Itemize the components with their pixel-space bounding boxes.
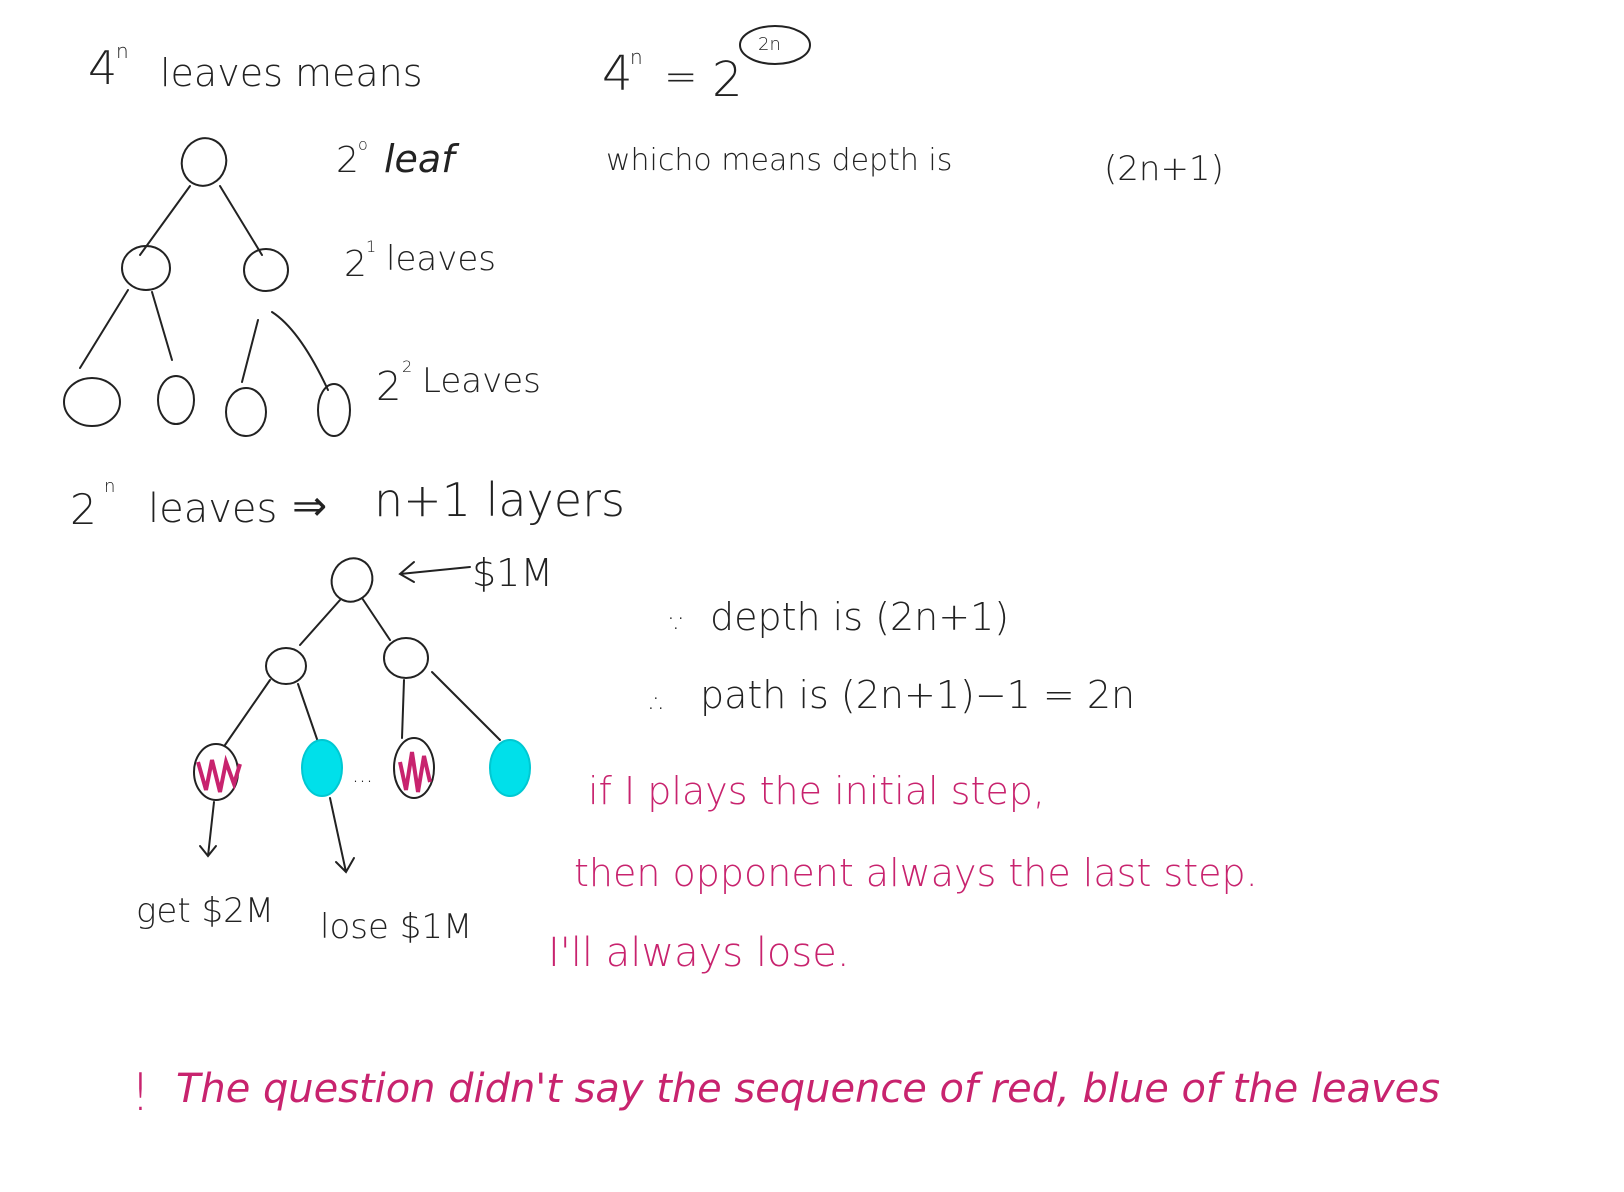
- conclusion: [548, 769, 1258, 976]
- footnote-mark: !: [130, 1063, 151, 1123]
- game-tree-labels: [136, 551, 553, 947]
- game-tree-edge: [300, 600, 340, 645]
- tree-edge: [242, 320, 258, 382]
- game-tree-edge: [432, 672, 500, 740]
- layers-statement: [70, 473, 625, 534]
- level2-word: Leaves: [422, 361, 541, 401]
- footnote-text: The question didn't say the sequence of red, blue of the leaves: [176, 1066, 1440, 1112]
- equation-equals: =: [664, 54, 698, 100]
- level1-exponent: 1: [366, 237, 377, 256]
- level2-exponent: 2: [402, 357, 413, 376]
- level2-base: 2: [376, 364, 402, 410]
- tree-leaf: [158, 376, 194, 424]
- because-symbol: ∵: [670, 609, 687, 639]
- heading-base: 4: [88, 41, 118, 95]
- equation-exponent: n: [630, 45, 643, 69]
- game-tree-node: [384, 638, 428, 678]
- layers-arrow: ⇒: [292, 481, 328, 530]
- game-tree-root: [325, 552, 380, 609]
- conclusion-line-3: I'll always lose.: [548, 930, 850, 976]
- game-tree-edge: [402, 680, 404, 738]
- tree-node-root: [175, 132, 233, 192]
- outcome-arrow: [330, 798, 354, 872]
- therefore-symbol: ∴: [650, 689, 667, 719]
- equation-rhs-exponent: 2n: [758, 34, 781, 55]
- tree-leaf: [64, 378, 120, 426]
- tree-leaf: [318, 384, 350, 436]
- tree-edge: [152, 292, 172, 360]
- level0-base: 2: [336, 140, 359, 181]
- proof: [650, 595, 1135, 719]
- tree-example: [64, 132, 350, 436]
- leaves-ellipsis: ...: [352, 763, 373, 788]
- heading-text: leaves means: [160, 51, 423, 95]
- game-tree-edge: [362, 598, 390, 640]
- level1-base: 2: [344, 244, 367, 285]
- depth-text: whicho means depth is: [606, 143, 953, 178]
- equation-power: [602, 26, 810, 108]
- depth-value: (2n+1): [1104, 149, 1224, 189]
- cyan-leaf-outcome: lose $1M: [320, 907, 473, 947]
- game-tree: [194, 552, 530, 872]
- tree-edge: [80, 290, 128, 368]
- root-pointer-arrow: [400, 562, 470, 582]
- layers-result: n+1 layers: [374, 473, 625, 527]
- root-prize-label: $1M: [472, 551, 554, 595]
- tree-node: [244, 249, 288, 291]
- game-tree-node: [266, 648, 306, 684]
- level0-word: leaf: [384, 137, 455, 181]
- game-tree-edge: [298, 684, 318, 742]
- tree-edge: [220, 186, 262, 255]
- red-leaf-outcome: get $2M: [136, 891, 275, 931]
- level0-exponent: o: [358, 135, 368, 154]
- heading-leaves-means: [88, 39, 423, 95]
- equation-base: 4: [602, 46, 633, 102]
- layers-base: 2: [70, 485, 97, 534]
- tree-edge: [272, 312, 328, 390]
- proof-line-2: path is (2n+1)−1 = 2n: [700, 673, 1136, 717]
- outcome-arrow: [200, 802, 216, 856]
- conclusion-line-2: then opponent always the last step.: [574, 851, 1258, 895]
- heading-exponent: n: [116, 39, 129, 63]
- level1-word: leaves: [386, 239, 496, 279]
- cyan-leaf: [490, 740, 530, 796]
- depth-statement: [606, 143, 1224, 189]
- cyan-leaf: [302, 740, 342, 796]
- tree-leaf: [226, 388, 266, 436]
- layers-exponent: n: [104, 476, 116, 497]
- tree-level-labels: [336, 135, 541, 410]
- conclusion-line-1: if I plays the initial step,: [588, 769, 1045, 813]
- footnote: [130, 1063, 1440, 1123]
- game-tree-edge: [225, 680, 270, 745]
- tree-node: [122, 246, 170, 290]
- layers-text: leaves: [148, 486, 278, 532]
- tree-edge: [140, 186, 190, 255]
- equation-rhs-base: 2: [712, 52, 743, 108]
- proof-line-1: depth is (2n+1): [710, 595, 1010, 639]
